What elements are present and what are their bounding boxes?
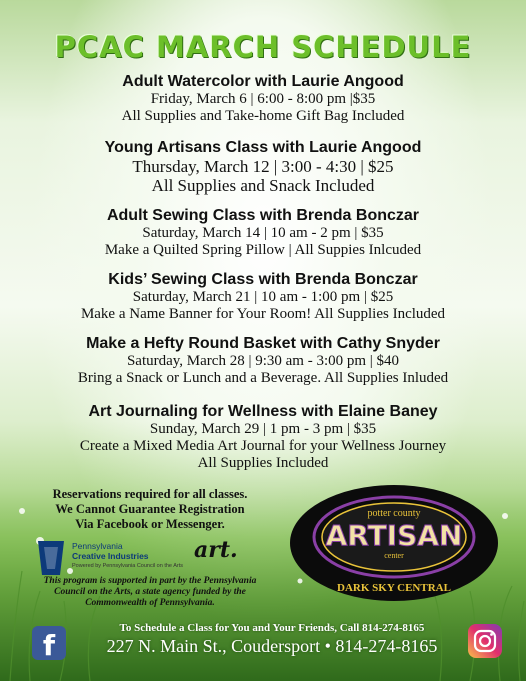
class-item: [0, 402, 526, 472]
artisan-center-logo: [288, 483, 500, 603]
pa-line: Pennsylvania: [72, 541, 123, 551]
badge-main-text: ARTISAN: [325, 519, 463, 552]
class-title: Art Journaling for Wellness with Elaine Baney: [88, 403, 438, 420]
class-detail: Friday, March 6 | 6:00 - 8:00 pm |$35: [150, 91, 376, 107]
class-detail: Make a Quilted Spring Pillow | All Suppies Inlcuded: [104, 242, 422, 258]
class-title: Kids’ Sewing Class with Brenda Bonczar: [108, 271, 418, 288]
class-title: Adult Watercolor with Laurie Angood: [122, 73, 404, 90]
class-title: Adult Sewing Class with Brenda Bonczar: [106, 207, 420, 224]
pa-line: Creative Industries: [72, 551, 149, 561]
class-item: [0, 138, 526, 195]
class-detail: Saturday, March 14 | 10 am - 2 pm | $35: [142, 225, 384, 241]
class-title: Make a Hefty Round Basket with Cathy Snyder: [86, 335, 440, 352]
class-item: [0, 206, 526, 259]
class-detail: Sunday, March 29 | 1 pm - 3 pm | $35: [149, 421, 377, 437]
class-detail: Saturday, March 21 | 10 am - 1:00 pm | $25: [132, 289, 394, 305]
reservations-line: Reservations required for all classes.: [52, 487, 248, 501]
class-detail: Create a Mixed Media Art Journal for your Wellness Journey: [79, 438, 447, 454]
class-detail: All Supplies and Snack Included: [151, 176, 375, 195]
instagram-icon[interactable]: [468, 624, 502, 658]
reservations-note: [30, 487, 270, 532]
pa-creative-industries-logo: [72, 541, 183, 571]
class-detail: Thursday, March 12 | 3:00 - 4:30 | $25: [132, 157, 394, 176]
art-wordmark: art.: [194, 537, 238, 563]
pa-keystone-icon: [34, 539, 68, 577]
support-statement: This program is supported in part by the Pennsylvania Council on the Arts, a state agency funded by the Commonwealth of Pennsylvania.: [43, 576, 257, 608]
badge-top-text: potter county: [367, 508, 421, 519]
facebook-icon[interactable]: f: [32, 626, 66, 660]
class-item: [0, 72, 526, 125]
reservations-line: We Cannot Guarantee Registration: [55, 502, 245, 516]
class-detail: Bring a Snack or Lunch and a Beverage. All Supplies Inluded: [77, 370, 449, 386]
class-detail: All Supplies and Take-home Gift Bag Included: [121, 108, 405, 124]
sponsor-logos: [34, 537, 284, 581]
footer: [0, 618, 526, 681]
class-item: [0, 270, 526, 323]
class-detail: All Supplies Included: [197, 455, 329, 471]
badge-bottom-text: DARK SKY CENTRAL: [337, 582, 451, 594]
pa-line: Powered by Pennsylvania Council on the Arts: [72, 563, 183, 569]
class-detail: Make a Name Banner for Your Room! All Supplies Included: [80, 306, 446, 322]
class-detail: Saturday, March 28 | 9:30 am - 3:00 pm | $40: [126, 353, 400, 369]
address-phone: 227 N. Main St., Coudersport • 814-274-8165: [106, 636, 438, 656]
page-title: PCAC MARCH SCHEDULE: [54, 30, 472, 64]
class-title: Young Artisans Class with Laurie Angood: [104, 139, 422, 156]
class-item: [0, 334, 526, 387]
schedule-call-text: To Schedule a Class for You and Your Friends, Call 814-274-8165: [119, 622, 425, 634]
reservations-line: Via Facebook or Messenger.: [75, 517, 225, 531]
badge-sub-text: center: [384, 551, 404, 560]
art-logo: [194, 537, 274, 577]
